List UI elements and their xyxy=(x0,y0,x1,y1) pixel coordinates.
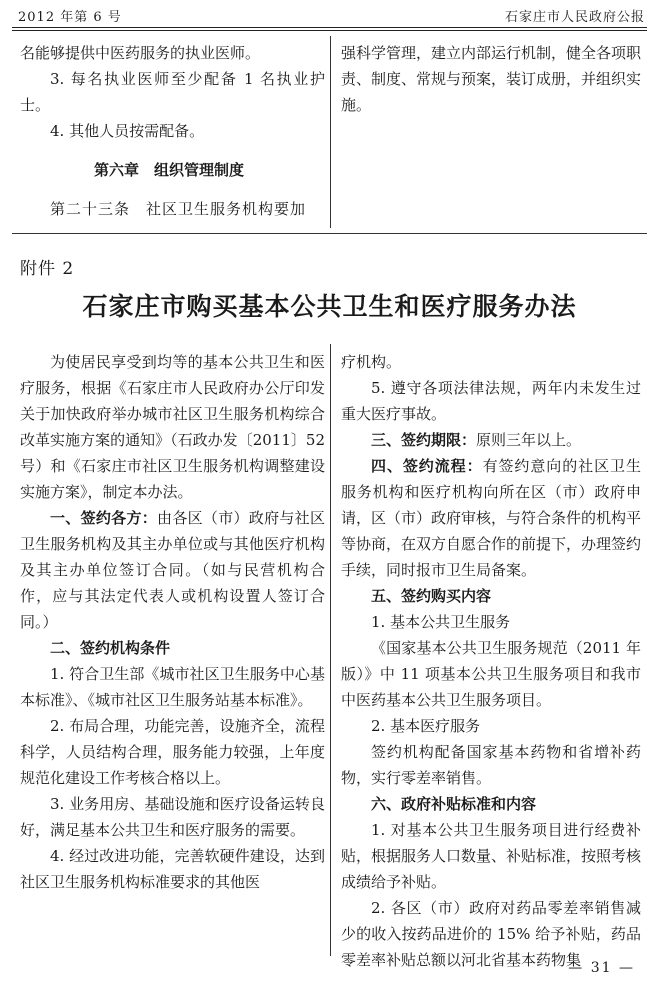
purchase-item-1: 1. 基本公共卫生服务 xyxy=(371,613,511,631)
body-left-column xyxy=(20,349,325,895)
publication-name: 石家庄市人民政府公报 xyxy=(504,10,645,25)
issue-label: 2012 年第 6 号 xyxy=(18,10,122,25)
top-right-column xyxy=(341,40,641,118)
continued-text: 疗机构。 xyxy=(341,353,402,371)
intro-paragraph: 为使居民享受到均等的基本公共卫生和医疗服务，根据《石家庄市人民政府办公厅印发关于加快政府举办城市社区卫生服务机构综合改革实施方案的通知》（石政办发〔2011〕52 号）和《石家庄市社区卫生服务机构调整建设实施方案》，制定本办法。 xyxy=(20,353,325,501)
body-right-column xyxy=(341,349,641,973)
purchase-item-2: 2. 基本医疗服务 xyxy=(371,717,481,735)
paragraph: 强科学管理，建立内部运行机制，健全各项职责、制度、常规与预案，装订成册，并组织实施。 xyxy=(341,44,642,114)
header-rule-thin xyxy=(12,30,647,31)
document-title: 石家庄市购买基本公共卫生和医疗服务办法 xyxy=(82,292,577,321)
section-4-body: 有签约意向的社区卫生服务机构和医疗机构向所在区（市）政府申请，区（市）政府审核，与符合条件的机构平等协商，在双方自愿合作的前提下，办理签约手续，同时报市卫生局备案。 xyxy=(341,457,642,579)
section-4-heading: 四、签约流程： xyxy=(371,457,483,475)
section-3-heading: 三、签约期限： xyxy=(371,431,477,449)
condition-5: 5. 遵守各项法律法规，两年内未发生过重大医疗事故。 xyxy=(341,379,641,423)
section-6-heading: 六、政府补贴标准和内容 xyxy=(371,795,537,813)
section-5-heading: 五、签约购买内容 xyxy=(371,587,492,605)
section-1-body: 由各区（市）政府与社区卫生服务机构及其主办单位或与其他医疗机构及其主办单位签订合同。（如与民营机构合作，应与其法定代表人或机构设置人签订合同。） xyxy=(20,509,325,631)
section-2-heading: 二、签约机构条件 xyxy=(50,639,171,657)
body-column-divider xyxy=(330,344,331,956)
attachment-label: 附件 2 xyxy=(20,259,75,279)
chapter-heading: 第六章 组织管理制度 xyxy=(94,161,245,179)
section-1 xyxy=(20,505,325,635)
purchase-item-1-body: 《国家基本公共卫生服务规范（2011 年版）》中 11 项基本公共卫生服务项目和我市中医药基本公共卫生服务项目。 xyxy=(341,639,641,709)
subsidy-item-1: 1. 对基本公共卫生服务项目进行经费补贴，根据服务人口数量、补贴标准，按照考核成绩给予补贴。 xyxy=(341,821,642,891)
header-rule xyxy=(12,27,647,28)
page-number: — 31 — xyxy=(568,960,635,976)
subsidy-item-2: 2. 各区（市）政府对药品零差率销售减少的收入按药品进价的 15% 给予补贴，药品零差率补贴总额以河北省基本药物集 xyxy=(341,899,641,969)
section-3 xyxy=(341,427,641,453)
article-paragraph: 第二十三条 社区卫生服务机构要加 xyxy=(50,200,307,218)
condition-4: 4. 经过改进功能，完善软硬件建设，达到社区卫生服务机构标准要求的其他医 xyxy=(20,847,325,891)
section-divider xyxy=(12,233,647,234)
paragraph: 3. 每名执业医师至少配备 1 名执业护士。 xyxy=(20,70,325,114)
section-3-body: 原则三年以上。 xyxy=(476,431,582,449)
paragraph: 名能够提供中医药服务的执业医师。 xyxy=(20,44,261,62)
condition-2: 2. 布局合理，功能完善，设施齐全，流程科学，人员结构合理，服务能力较强，上年度规范化建设工作考核合格以上。 xyxy=(20,717,325,787)
condition-3: 3. 业务用房、基础设施和医疗设备运转良好，满足基本公共卫生和医疗服务的需要。 xyxy=(20,795,325,839)
top-column-divider xyxy=(330,36,331,228)
condition-1: 1. 符合卫生部《城市社区卫生服务中心基本标准》、《城市社区卫生服务站基本标准》。 xyxy=(20,665,325,709)
paragraph: 4. 其他人员按需配备。 xyxy=(50,122,205,140)
section-1-heading: 一、签约各方： xyxy=(50,509,158,527)
top-left-column xyxy=(20,40,325,222)
section-4 xyxy=(341,453,641,583)
purchase-item-2-body: 签约机构配备国家基本药物和省增补药物，实行零差率销售。 xyxy=(341,743,641,787)
